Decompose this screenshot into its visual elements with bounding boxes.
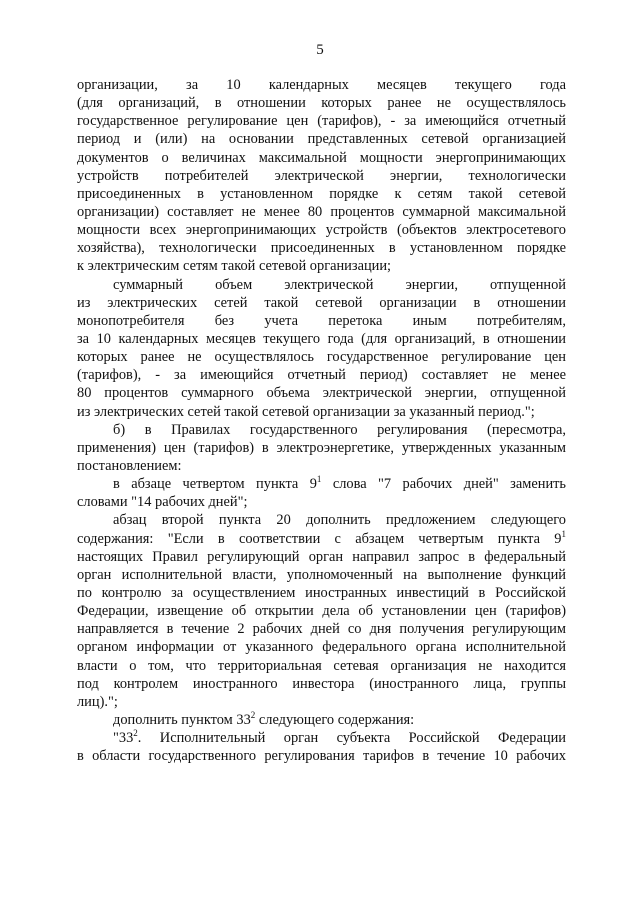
text-line: по контролю за осуществлением иностранных инвестиций в Российской bbox=[77, 584, 566, 601]
text-line: содержания: "Если в соответствии с абзацем четвертым пункта $9^1$ bbox=[77, 528, 566, 547]
text-line: (для организаций, в отношении которых ранее не осуществлялось bbox=[77, 95, 566, 112]
text-line: за 10 календарных месяцев текущего года (для организаций, в отношении bbox=[77, 330, 566, 347]
text-line: документов о величинах максимальной мощности энергопринимающих bbox=[77, 149, 566, 166]
page-number: 5 bbox=[316, 42, 324, 58]
text-line: мощности всех энергопринимающих устройств (объектов электросетевого bbox=[77, 222, 566, 239]
text-line: 80 процентов суммарного объема электрической энергии, отпущенной bbox=[77, 385, 566, 402]
text-line: организации) составляет не менее 80 процентов суммарной максимальной bbox=[77, 203, 566, 220]
text-line: б) в Правилах государственного регулирования (пересмотра, bbox=[113, 421, 566, 438]
text-line: устройств потребителей электрической энергии, технологически bbox=[77, 167, 566, 184]
text-line: под контролем иностранного инвестора (иностранного лица, группы bbox=[77, 675, 566, 692]
document-body bbox=[77, 76, 566, 765]
text-line: в области государственного регулирования тарифов в течение 10 рабочих bbox=[77, 748, 566, 765]
text-line: абзац второй пункта 20 дополнить предложением следующего bbox=[113, 512, 566, 529]
text-line: организации, за 10 календарных месяцев текущего года bbox=[77, 77, 566, 93]
text-line: из электрических сетей такой сетевой организации за указанный период."; bbox=[77, 403, 535, 420]
text-line: направляется в течение 2 рабочих дней со дня получения регулирующим bbox=[77, 621, 566, 638]
text-line: монопотребителя без учета перетока иным потребителям, bbox=[77, 312, 566, 329]
text-line: дополнить пунктом $33^2$ следующего содержания: bbox=[113, 710, 415, 728]
text-line: органом информации от указанного федерального органа исполнительной bbox=[77, 639, 566, 656]
text-line: применения) цен (тарифов) в электроэнергетике, утвержденных указанным bbox=[77, 439, 566, 456]
text-line: государственное регулирование цен (тарифов), - за имеющийся отчетный bbox=[77, 113, 566, 130]
text-line: словами "14 рабочих дней"; bbox=[77, 494, 248, 511]
text-line: присоединенных в установленном порядке к сетям такой сетевой bbox=[77, 185, 566, 202]
text-line: из электрических сетей такой сетевой организации в отношении bbox=[77, 294, 566, 311]
text-line: Федерации, извещение об открытии дела об установлении цен (тарифов) bbox=[77, 603, 566, 620]
superscript: 2 bbox=[133, 728, 138, 739]
text-line: хозяйства), технологически присоединенных в установленном порядке bbox=[77, 240, 566, 257]
text-line: орган исполнительной власти, уполномоченный на выполнение функций bbox=[77, 566, 566, 583]
text-line: постановлением: bbox=[77, 457, 182, 474]
text-line: "$33^2$. Исполнительный орган субъекта Российской Федерации bbox=[113, 728, 566, 747]
text-line: лиц)."; bbox=[77, 693, 118, 710]
superscript: 1 bbox=[316, 474, 322, 485]
text-line: настоящих Правил регулирующий орган направил запрос в федеральный bbox=[77, 548, 566, 565]
text-line: суммарный объем электрической энергии, отпущенной bbox=[113, 276, 566, 293]
text-line: период и (или) на основании представленных сетевой организацией bbox=[77, 131, 566, 148]
text-line: (тарифов), - за имеющийся отчетный период) составляет не менее bbox=[77, 367, 566, 384]
superscript: 2 bbox=[250, 710, 256, 721]
text-line: которых ранее не осуществлялось государственное регулирование цен bbox=[77, 349, 566, 366]
text-line: власти о том, что территориальная сетевая организация не находится bbox=[77, 657, 566, 674]
text-line: к электрическим сетям такой сетевой организации; bbox=[77, 258, 392, 275]
text-line: в абзаце четвертом пункта $9^1$ слова "7 рабочих дней" заменить bbox=[113, 474, 566, 493]
superscript: 1 bbox=[561, 528, 566, 539]
